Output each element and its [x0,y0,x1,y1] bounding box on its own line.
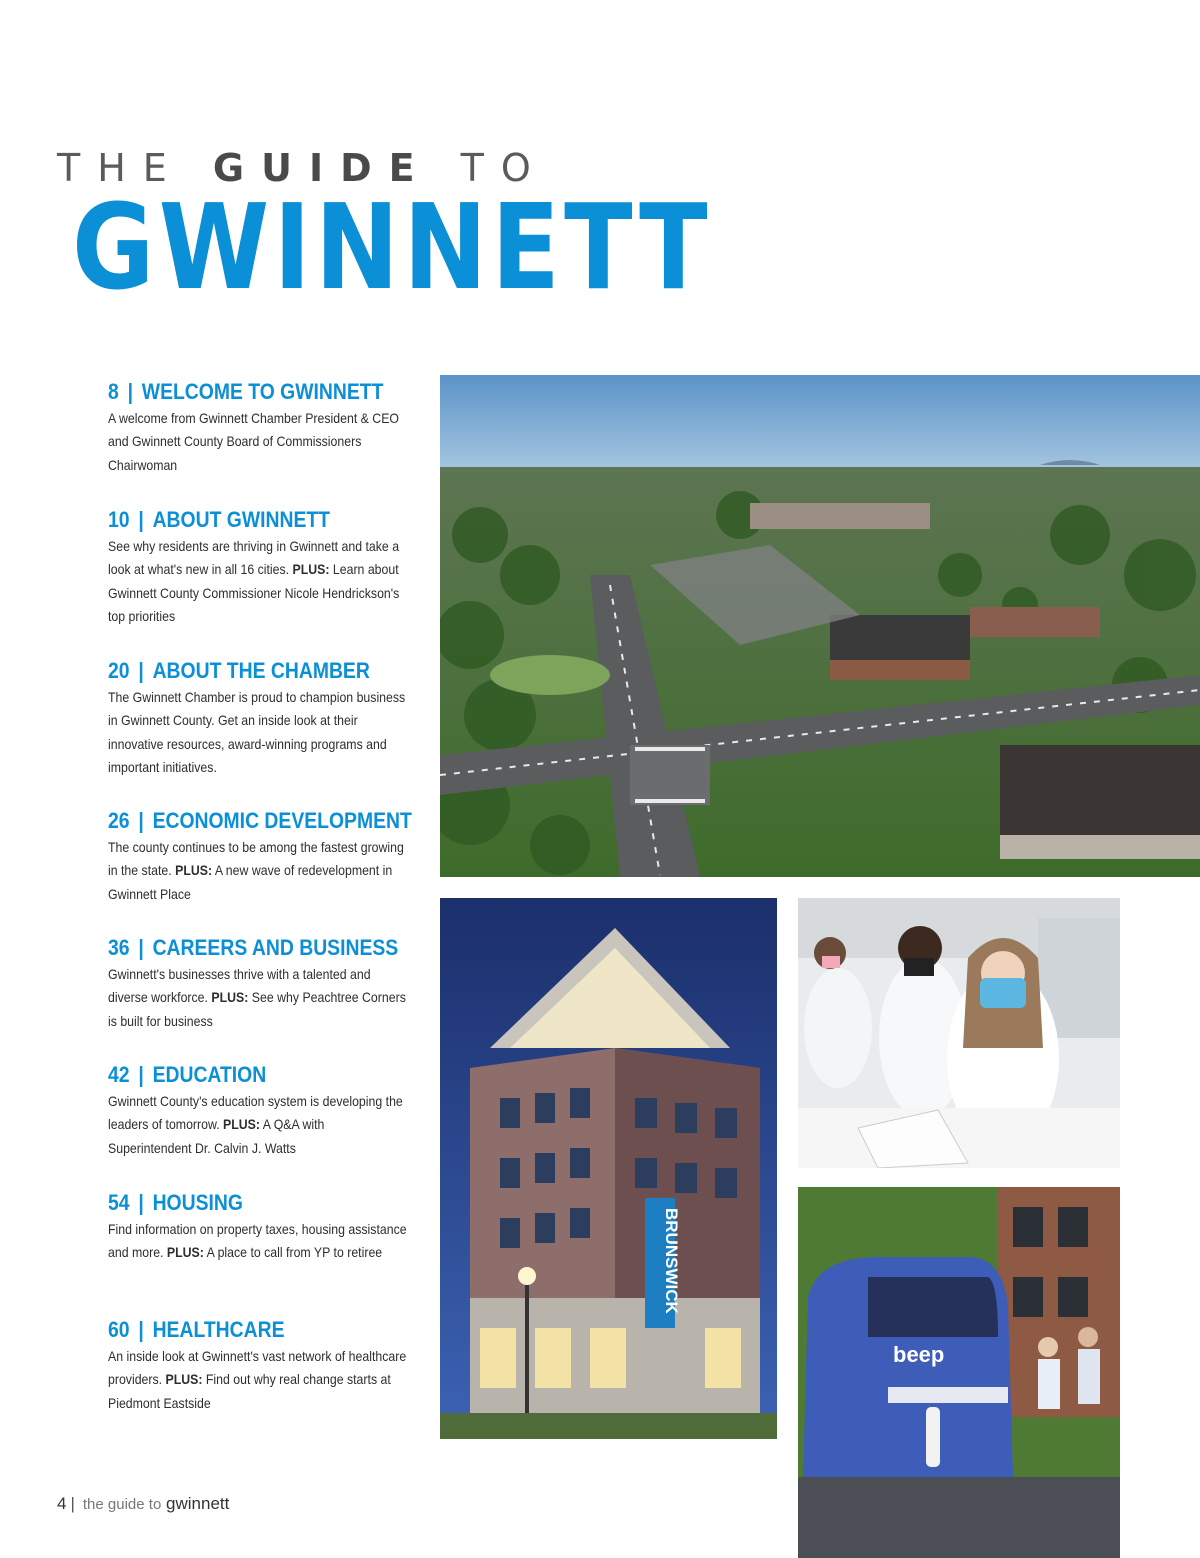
toc-description [108,836,407,906]
toc-heading: 10 | ABOUT GWINNETT [108,507,331,532]
toc-plus-text: A Q&A with Superintendent Dr. Calvin J. Watts [108,1116,325,1156]
toc-description [108,963,407,1033]
toc-plus-text: See why Peachtree Corners is built for business [108,989,406,1029]
toc-item-economic-development[interactable] [108,807,418,906]
toc-item-welcome[interactable] [108,378,418,477]
autonomous-shuttle-photo [798,1187,1120,1558]
shuttle-sign-text: beep [893,1342,945,1367]
toc-heading: 42 | EDUCATION [108,1062,267,1087]
toc-desc-text: Gwinnett County's education system is developing the leaders of tomorrow. [108,1093,403,1133]
toc-title: ABOUT THE CHAMBER [152,658,370,683]
toc-plus-text: Learn about Gwinnett County Commissioner Nicole Hendrickson's top priorities [108,561,400,624]
toc-heading: 20 | ABOUT THE CHAMBER [108,658,370,683]
kicker-word-to: TO [460,146,548,190]
toc-heading: 54 | HOUSING [108,1190,243,1215]
toc-item-careers-business[interactable] [108,934,418,1033]
toc-description [108,407,407,477]
toc-heading: 60 | HEALTHCARE [108,1317,285,1342]
toc-plus-label: PLUS: [292,561,330,578]
toc-plus-text: A new wave of redevelopment in Gwinnett Place [108,862,393,902]
kicker-word-the: THE [57,146,184,190]
toc-description [108,1090,407,1160]
aerial-city-photo [440,375,1200,877]
toc-plus-label: PLUS: [211,989,249,1006]
toc-description [108,535,407,628]
toc-plus-label: PLUS: [175,862,213,879]
toc-desc-text: The Gwinnett Chamber is proud to champion business in Gwinnett County. Get an inside look at their innovative resources, award-winning programs and important initiatives. [108,689,406,775]
brunswick-building-photo [440,898,777,1439]
building-illustration [440,898,777,1439]
toc-description [108,1218,407,1265]
toc-page-number: 36 [108,935,130,960]
toc-page-number: 26 [108,808,130,833]
toc-desc-text: A welcome from Gwinnett Chamber President & CEO and Gwinnett County Board of Commissioners Chairwoman [108,410,400,473]
toc-description [108,686,407,779]
toc-plus-label: PLUS: [165,1371,203,1388]
page-number: 4 [57,1494,67,1513]
toc-page-number: 10 [108,507,130,532]
toc-title: HOUSING [152,1190,243,1215]
toc-heading: 8 | WELCOME TO GWINNETT [108,379,384,404]
aerial-city-illustration [440,375,1200,877]
toc-item-education[interactable] [108,1061,418,1160]
building-sign-text: BRUNSWICK [662,1208,681,1314]
toc-item-about-gwinnett[interactable] [108,506,418,628]
toc-page-number: 60 [108,1317,130,1342]
toc-plus-text: Find out why real change starts at Piedmont Eastside [108,1371,391,1411]
toc-page-number: 42 [108,1062,130,1087]
toc-title: ECONOMIC DEVELOPMENT [152,808,412,833]
toc-title: WELCOME TO GWINNETT [141,379,384,404]
toc-title: ABOUT GWINNETT [152,507,331,532]
toc-desc-text: See why residents are thriving in Gwinnett and take a look at what's new in all 16 cities. [108,538,400,578]
toc-item-about-chamber[interactable] [108,657,418,779]
shuttle-illustration [798,1187,1120,1558]
toc-plus-text: A place to call from YP to retiree [206,1244,383,1261]
publication-name-prefix: the guide to [82,1496,162,1513]
toc-desc-text: Find information on property taxes, housing assistance and more. [108,1221,407,1261]
toc-plus-label: PLUS: [223,1116,261,1133]
toc-desc-text: Gwinnett's businesses thrive with a talented and diverse workforce. [108,966,371,1006]
publication-name: gwinnett [166,1494,230,1513]
toc-desc-text: The county continues to be among the fastest growing in the state. [108,839,404,879]
toc-desc-text: An inside look at Gwinnett's vast network of healthcare providers. [108,1348,407,1388]
toc-title: HEALTHCARE [152,1317,285,1342]
toc-page-number: 54 [108,1190,130,1215]
toc-plus-label: PLUS: [166,1244,204,1261]
toc-page-number: 20 [108,658,130,683]
toc-description [108,1345,407,1415]
page-footer [57,1494,229,1514]
toc-heading: 36 | CAREERS AND BUSINESS [108,935,399,960]
students-illustration [798,898,1120,1168]
toc-page-number: 8 [108,379,119,404]
medical-students-photo [798,898,1120,1168]
footer-separator: | [70,1494,75,1513]
toc-title: CAREERS AND BUSINESS [152,935,399,960]
toc-item-housing[interactable] [108,1189,418,1265]
toc-heading: 26 | ECONOMIC DEVELOPMENT [108,808,412,833]
kicker-word-guide: GUIDE [212,146,432,190]
toc-title: EDUCATION [152,1062,267,1087]
toc-item-healthcare[interactable] [108,1316,418,1415]
masthead-title: GWINNETT [72,178,712,316]
